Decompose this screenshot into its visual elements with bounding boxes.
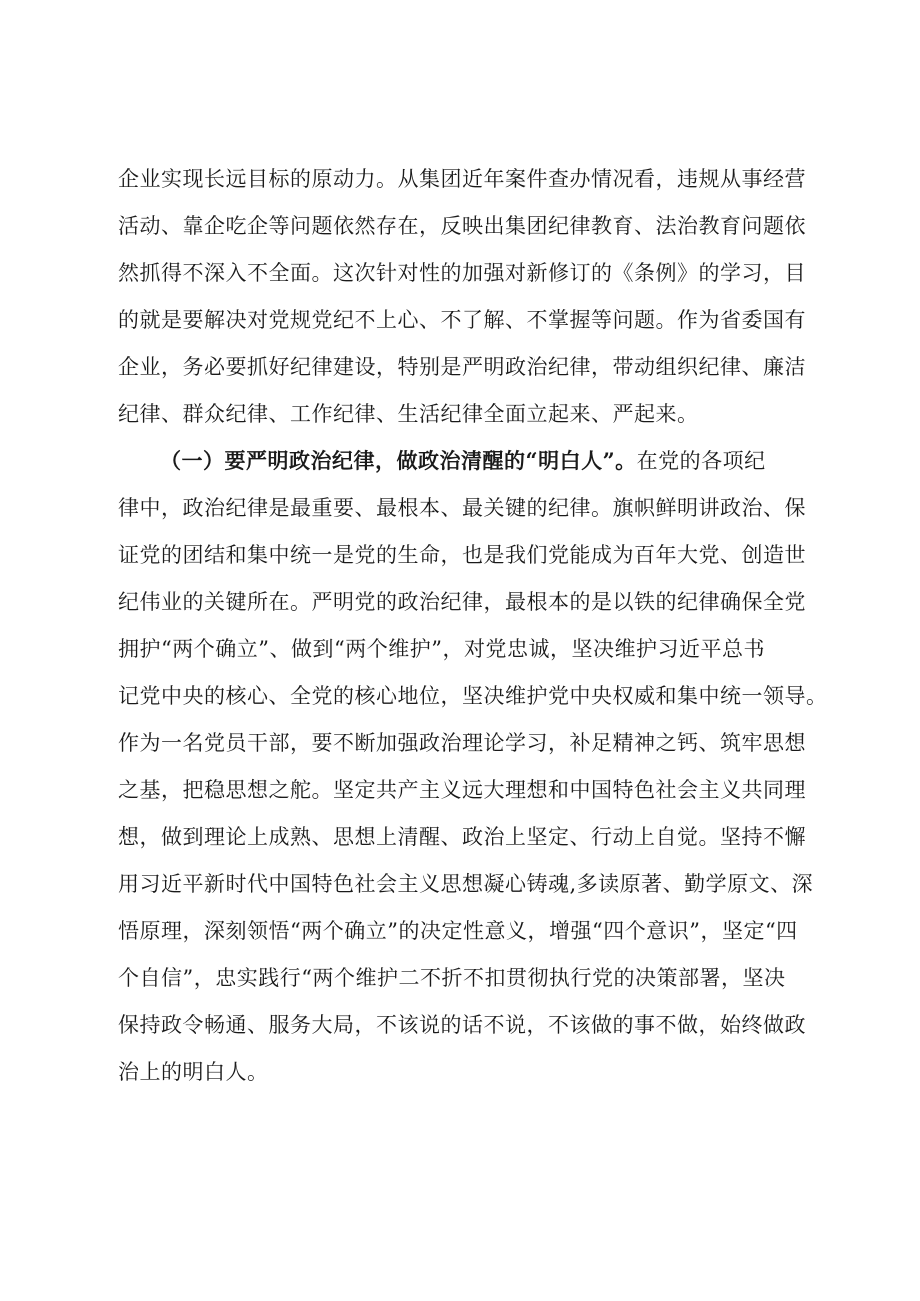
paragraph-2-line-11: 悟原理，深刻领悟“两个确立”的决定性意义，增强“四个意识”，坚定“四 (118, 919, 798, 943)
paragraph-1-line-3: 然抓得不深入不全面。这次针对性的加强对新修订的《条例》的学习，目 (118, 261, 806, 285)
paragraph-1-line-4: 的就是要解决对党规党纪不上心、不了解、不掌握等问题。作为省委国有 (118, 308, 806, 332)
paragraph-2-line-7: 作为一名党员干部，要不断加强政治理论学习，补足精神之钙、筑牢思想 (118, 731, 806, 755)
paragraph-2-line-3: 证党的团结和集中统一是党的生命，也是我们党能成为百年大党、创造世 (118, 543, 806, 567)
paragraph-2-line-5: 拥护“两个确立”、做到“两个维护”，对党忠诚，坚决维护习近平总书 (118, 637, 765, 661)
paragraph-2-line-14: 治上的明白人。 (118, 1060, 269, 1084)
paragraph-2-line-6: 记党中央的核心、全党的核心地位，坚决维护党中央权威和集中统一领导。 (118, 684, 828, 708)
paragraph-2-line-10: 用习近平新时代中国特色社会主义思想凝心铸魂,多读原著、勤学原文、深 (118, 872, 814, 896)
paragraph-1-line-2: 活动、靠企吃企等问题依然存在，反映出集团纪律教育、法治教育问题依 (118, 214, 806, 238)
paragraph-1-line-5: 企业，务必要抓好纪律建设，特别是严明政治纪律，带动组织纪律、廉洁 (118, 355, 806, 379)
paragraph-1-line-1: 企业实现长远目标的原动力。从集团近年案件查办情况看，违规从事经营 (118, 167, 806, 191)
paragraph-2-line-9: 想，做到理论上成熟、思想上清醒、政治上坚定、行动上自觉。坚持不懈 (118, 825, 806, 849)
paragraph-2-line-4: 纪伟业的关键所在。严明党的政治纪律，最根本的是以铁的纪律确保全党 (118, 590, 806, 614)
paragraph-2-heading-rest: 在党的各项纪 (636, 449, 766, 473)
paragraph-2-line-12: 个自信”，忠实践行“两个维护二不折不扣贯彻执行党的决策部署，坚决 (118, 966, 786, 990)
section-heading: （一）要严明政治纪律，做政治清醒的“明白人”。 (160, 448, 637, 473)
paragraph-2-line-13: 保持政令畅通、服务大局，不该说的话不说，不该做的事不做，始终做政 (118, 1013, 806, 1037)
paragraph-2-line-2: 律中，政治纪律是最重要、最根本、最关键的纪律。旗帜鲜明讲政治、保 (118, 496, 806, 520)
paragraph-2-line-1 (160, 446, 766, 476)
paragraph-2-line-8: 之基，把稳思想之舵。坚定共产主义远大理想和中国特色社会主义共同理 (118, 778, 806, 802)
paragraph-1-line-6: 纪律、群众纪律、工作纪律、生活纪律全面立起来、严起来。 (118, 402, 699, 426)
